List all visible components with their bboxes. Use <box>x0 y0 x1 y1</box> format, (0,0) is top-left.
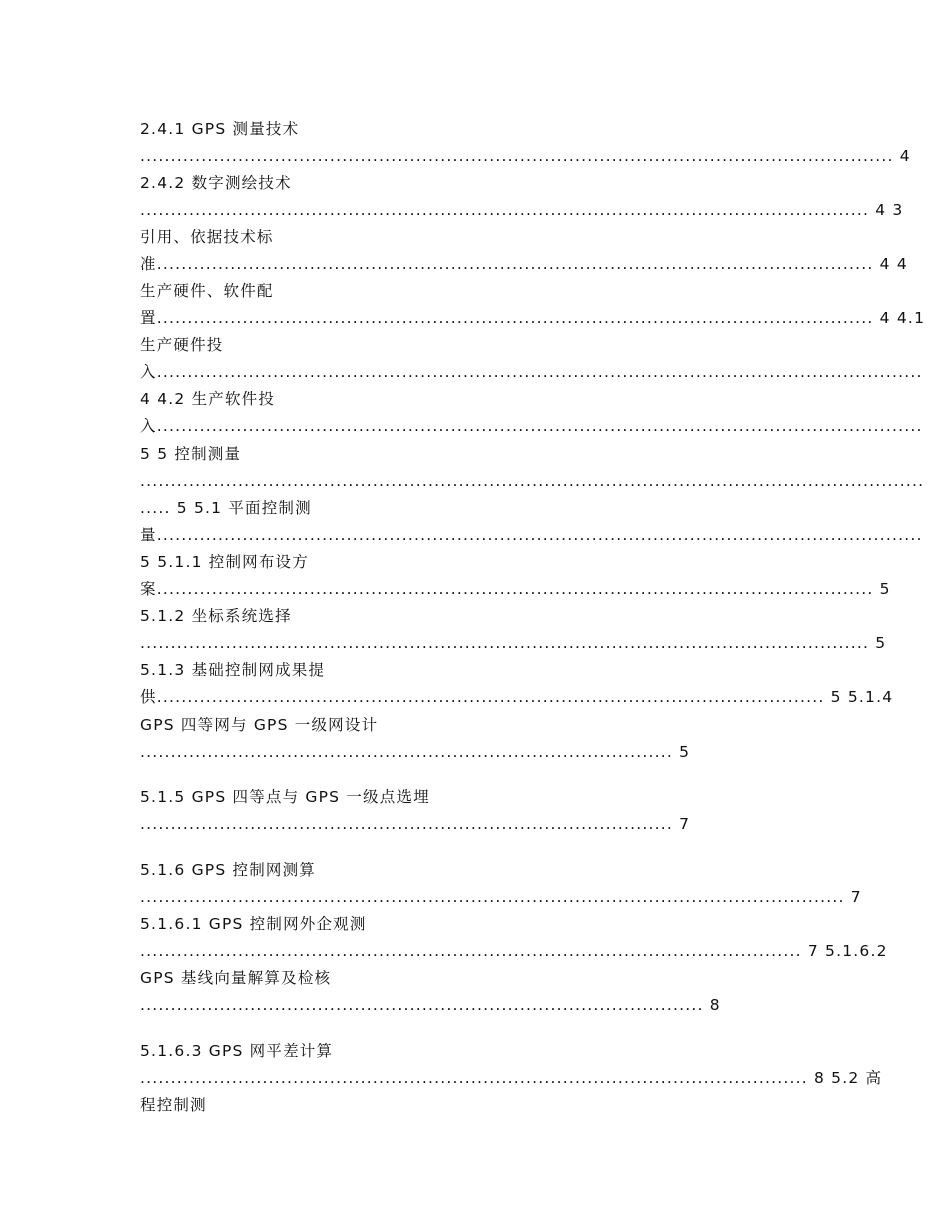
toc-leader: 入............................................................................................................................. <box>140 363 923 381</box>
toc-entry: 引用、依据技术标 <box>140 228 274 246</box>
toc-entry: 5.1.2 坐标系统选择 <box>140 607 292 625</box>
toc-entry: 生产硬件、软件配 <box>140 282 274 300</box>
toc-leader: ................................................................................................................................ <box>140 472 925 490</box>
toc-entry: 4 4.2 生产软件投 <box>140 390 276 408</box>
toc-entry: GPS 基线向量解算及检核 <box>140 969 332 987</box>
toc-entry: GPS 四等网与 GPS 一级网设计 <box>140 716 379 734</box>
toc-leader: ....................................................................................................................... 4 3 <box>140 201 904 219</box>
toc-leader: ....................................................................................................................... 5 <box>140 634 887 652</box>
toc-entry: 5.1.6.1 GPS 控制网外企观测 <box>140 915 367 933</box>
toc-leader: ....................................................................................... 5 <box>140 743 691 761</box>
toc-leader: ....................................................................................... 7 <box>140 815 691 833</box>
toc-leader: 供............................................................................................................. 5 5.1.4 <box>140 688 894 706</box>
toc-leader: 准..................................................................................................................... 4 4 <box>140 255 908 273</box>
toc-entry: 5 5.1.1 控制网布设方 <box>140 553 309 571</box>
toc-entry: 2.4.2 数字测绘技术 <box>140 174 292 192</box>
toc-entry: 2.4.1 GPS 测量技术 <box>140 120 300 138</box>
toc-leader: 案..................................................................................................................... 5 <box>140 580 891 598</box>
toc-entry: 5.1.3 基础控制网成果提 <box>140 661 326 679</box>
toc-leader: 置..................................................................................................................... 4 4.1 <box>140 309 926 327</box>
toc-entry: 程控制测 <box>140 1096 207 1114</box>
toc-leader: 入............................................................................................................................. <box>140 417 923 435</box>
toc-entry: ..... 5 5.1 平面控制测 <box>140 499 312 517</box>
toc-leader: ............................................................................................................ 7 5.1.6.2 <box>140 942 888 960</box>
toc-entry: 5.1.5 GPS 四等点与 GPS 一级点选埋 <box>140 788 430 806</box>
toc-entry: 5.1.6.3 GPS 网平差计算 <box>140 1042 334 1060</box>
toc-leader: ............................................................................................ 8 <box>140 996 721 1014</box>
toc-leader: ........................................................................................................................... 4 <box>140 147 911 165</box>
toc-entry: 5 5 控制测量 <box>140 445 242 463</box>
toc-leader: ............................................................................................................. 8 5.2 高 <box>140 1069 883 1087</box>
toc-entry: 5.1.6 GPS 控制网测算 <box>140 861 316 879</box>
toc-leader: 量............................................................................................................................. <box>140 526 923 544</box>
toc-entry: 生产硬件投 <box>140 336 224 354</box>
toc-leader: ................................................................................................................... 7 <box>140 888 862 906</box>
